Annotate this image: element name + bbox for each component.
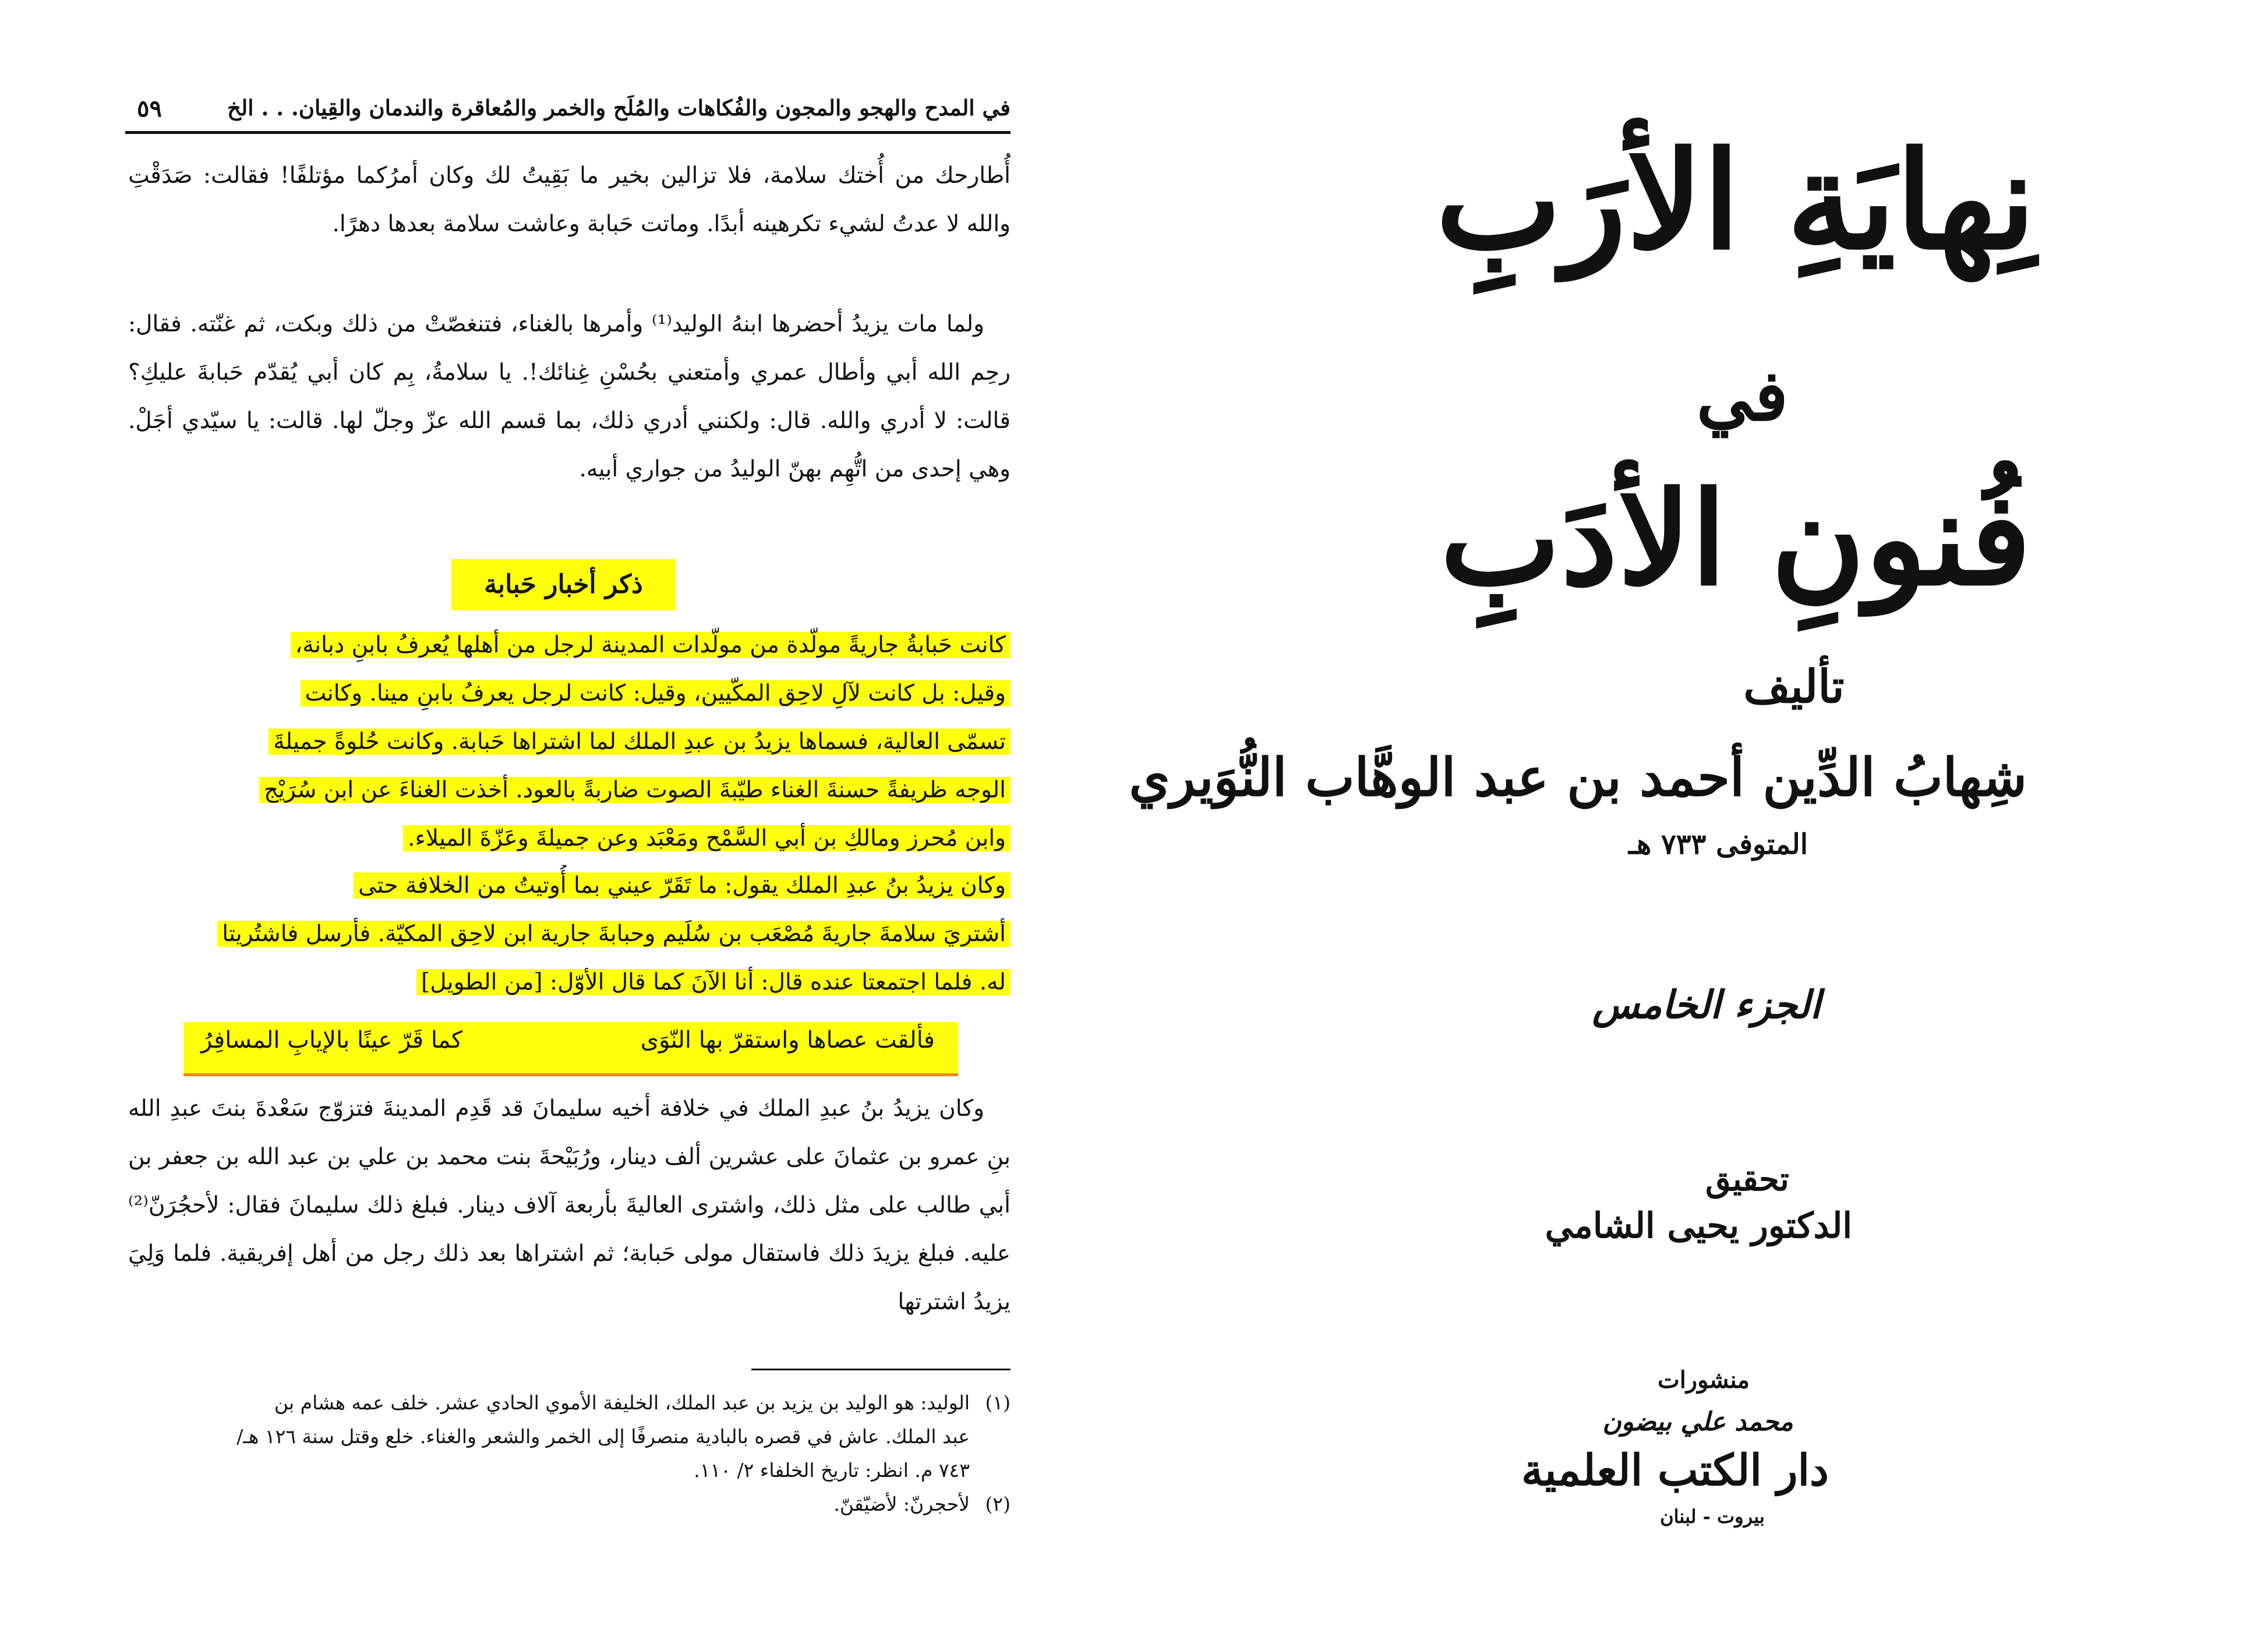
highlighted-line xyxy=(128,673,1011,715)
paragraph-1-text: أُطارحك من أُختك سلامة، فلا تزالين بخير ما بَقِيتُ لك وكان أمرُكما مؤتلفًا! فقالت: صَدَقْتِ والله لا عدتُ لشيء تكرهينه أبدًا. وماتت حَبابة وعاشت سلامة بعدها دهرًا. xyxy=(128,162,1011,237)
book-title-line-1: نِهايَةِ الأرَبِ xyxy=(1435,122,2036,280)
highlighted-line xyxy=(128,913,1011,955)
highlighted-line xyxy=(128,865,1011,907)
footnote-2 xyxy=(128,1487,1011,1521)
author-name: شِهابُ الدِّين أحمد بن عبد الوهَّاب النُّوَيري xyxy=(1129,747,2027,808)
author-death-date: المتوفى ٧٣٣ هـ xyxy=(1628,828,1808,861)
poetry-verse xyxy=(183,1022,958,1076)
highlighted-line-text: تسمّى العالية، فسماها يزيدُ بن عبدِ الملك لما اشتراها حَبابة. وكانت حُلوةً جميلةَ xyxy=(269,729,1011,755)
publisher-city: بيروت - لبنان xyxy=(1660,1505,1765,1528)
footnotes xyxy=(128,1386,1011,1521)
publisher-name: محمد علي بيضون xyxy=(1602,1407,1793,1437)
authorship-label: تأليف xyxy=(1743,660,1845,713)
paragraph-4 xyxy=(128,1084,1011,1326)
footnote-text: لأحجرنّ: لأضيّقنّ. xyxy=(833,1493,970,1515)
highlighted-line xyxy=(128,624,1011,666)
highlighted-line-text: كانت حَبابةُ جاريةً مولّدة من مولّدات المدينة لرجل من أهلها يُعرفُ بابنِ دبانة، xyxy=(291,632,1011,658)
page-number: ٥٩ xyxy=(137,95,162,122)
footnote-divider xyxy=(751,1369,1011,1370)
footnote-number: (١) xyxy=(985,1391,1011,1414)
page-header xyxy=(125,90,1011,134)
verse-second-hemistich: كما قَرّ عينًا بالإيابِ المسافِرُ xyxy=(201,1027,463,1054)
paragraph-2-text: ولما مات يزيدُ أحضرها ابنهُ الوليد⁽¹⁾ وأمرها بالغناء، فتنغصّتْ من ذلك وبكت، ثم غنّته. فقال: رحِم الله أبي وأطال عمري وأمتعني بحُسْنِ غِنائك!. يا سلامةُ، بِم كان أبي يُقدّم حَبابةَ عليكِ؟ قالت: لا أدري والله. قال: ولكنني أدري ذلك، بما قسم الله عزّ وجلّ لها. قالت: يا سيّدي أجَلْ. وهي إحدى من اتُّهِم بهنّ الوليدُ من جواري أبيه. xyxy=(128,311,1011,482)
editing-label: تحقيق xyxy=(1705,1160,1789,1199)
highlighted-line xyxy=(128,769,1011,811)
book-title-connector: في xyxy=(1696,355,1788,437)
footnote-1 xyxy=(128,1386,1011,1420)
running-title: في المدح والهجو والمجون والفُكاهات والمُلَح والخمر والمُعاقرة والندمان والقِيان. . . الخ xyxy=(227,95,1011,121)
footnote-text: الوليد: هو الوليد بن يزيد بن عبد الملك، الخليفة الأموي الحادي عشر. خلف عمه هشام بن xyxy=(274,1391,970,1414)
highlighted-passage-2 xyxy=(128,865,1011,1010)
verse-first-hemistich: فألقت عصاها واستقرّ بها النّوَى xyxy=(640,1027,935,1054)
highlighted-line-text: له. فلما اجتمعتا عنده قال: أنا الآنَ كما قال الأوّل: [من الطويل] xyxy=(416,969,1011,995)
footnote-1-continuation: ٧٤٣ م. انظر: تاريخ الخلفاء ٢/ ١١٠. xyxy=(694,1459,970,1482)
footnote-1-continuation: عبد الملك. عاش في قصره بالبادية منصرفًا إلى الخمر والشعر والغناء. خلع وقتل سنة ١٢٦ هـ/ xyxy=(236,1425,970,1448)
footnote-number: (٢) xyxy=(985,1493,1011,1515)
section-heading: ذكر أخبار حَبابة xyxy=(451,559,676,610)
highlighted-line xyxy=(128,818,1011,860)
book-title-line-2: فُنونِ الأدَبِ xyxy=(1440,463,2032,614)
highlighted-line-text: وكان يزيدُ بنُ عبدِ الملك يقول: ما تَقَرّ عيني بما أُوتيتُ من الخلافة حتى xyxy=(354,872,1011,899)
publications-label: منشورات xyxy=(1658,1366,1750,1394)
highlighted-line-text: وابن مُحرز ومالكِ بن أبي السَّمْح ومَعْبَد وعن جميلةَ وعَزّةَ الميلاء. xyxy=(403,825,1011,851)
highlighted-line-text: الوجه ظريفةً حسنةَ الغناء طيّبةَ الصوت ضاربةً بالعود. أخذت الغناءَ عن ابن سُرَيْج xyxy=(259,777,1011,803)
highlighted-passage-1 xyxy=(128,624,1011,866)
publisher-house: دار الكتب العلمية xyxy=(1521,1445,1829,1496)
editor-name: الدكتور يحيى الشامي xyxy=(1545,1206,1852,1246)
paragraph-2 xyxy=(128,300,1011,493)
volume-label: الجزء الخامس xyxy=(1592,982,1821,1027)
paragraph-4-text: وكان يزيدُ بنُ عبدِ الملك في خلافة أخيه سليمانَ قد قَدِم المدينةَ فتزوّج سَعْدةَ بنتَ عبدِ الله بنِ عمرو بن عثمانَ على عشرين ألف دينار، ورُبَيْحةَ بنت محمد بن علي بن عبد الله بن جعفر بن أبي طالب على مثل ذلك، واشترى العاليةَ بأربعة آلاف دينار. فبلغ ذلك سليمانَ فقال: لأحجُرَنّ⁽²⁾ عليه. فبلغ يزيدَ ذلك فاستقال مولى حَبابة؛ ثم اشتراها بعد ذلك رجل من أهل إفريقية. فلما وَلِيَ يزيدُ اشترتها xyxy=(128,1095,1011,1315)
highlighted-line-text: أشتريَ سلامةَ جاريةَ مُصْعَب بن سُلَيم وحبابةَ جارية ابن لاحِق المكيّة. فأرسل فاشتُريتا xyxy=(217,921,1011,947)
highlighted-line-text: وقيل: بل كانت لآلِ لاحِق المكّيين، وقيل: كانت لرجل يعرفُ بابنِ مينا. وكانت xyxy=(301,680,1011,706)
paragraph-1 xyxy=(128,151,1011,248)
highlighted-line xyxy=(128,721,1011,763)
highlighted-line xyxy=(128,962,1011,1003)
